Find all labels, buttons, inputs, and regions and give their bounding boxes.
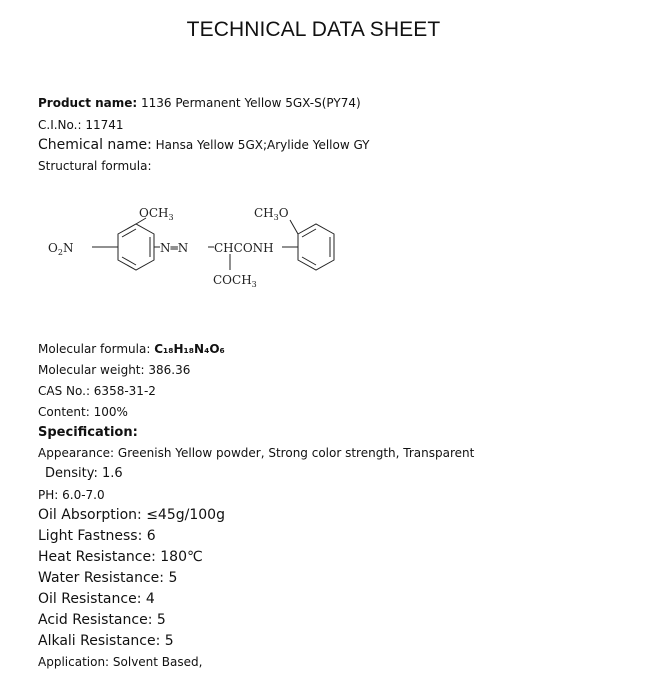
cas-number-label: CAS No.: <box>38 384 90 398</box>
chconh-group-label: CHCONH <box>214 241 274 255</box>
ci-number-value: 11741 <box>81 118 124 132</box>
light-fastness-label: Light Fastness: <box>38 528 143 544</box>
appearance-row <box>38 445 474 461</box>
content-value: 100% <box>89 405 128 419</box>
structural-formula-diagram <box>36 196 356 306</box>
page-title: TECHNICAL DATA SHEET <box>186 18 441 41</box>
application-row <box>38 654 202 670</box>
och3-group-label: $OCH_3$ <box>139 206 174 222</box>
product-name-value: 1136 Permanent Yellow 5GX-S(PY74) <box>137 96 361 110</box>
oil-absorption-label: Oil Absorption: <box>38 507 142 523</box>
heat-resistance-label: Heat Resistance: <box>38 549 156 565</box>
molecular-weight-value: 386.36 <box>144 363 191 377</box>
acid-resistance-value: 5 <box>152 612 166 628</box>
molecular-formula-row <box>38 341 225 357</box>
oil-resistance-row <box>38 590 155 608</box>
ph-label: PH: <box>38 488 59 502</box>
oil-absorption-value: ≤45g/100g <box>141 507 225 523</box>
structural-formula-label: Structural formula: <box>38 159 152 173</box>
density-label: Density: <box>45 466 98 481</box>
left-benzene-ring <box>118 224 154 270</box>
alkali-resistance-label: Alkali Resistance: <box>38 633 161 649</box>
oil-resistance-label: Oil Resistance: <box>38 591 142 607</box>
o2n-group-label: $O_2N$ <box>48 241 74 257</box>
ci-number-label: C.I.No.: <box>38 118 82 132</box>
light-fastness-value: 6 <box>142 528 156 544</box>
density-value: 1.6 <box>97 466 123 481</box>
content-label: Content: <box>38 405 90 419</box>
application-value: Solvent Based, <box>109 655 203 669</box>
oil-absorption-row <box>38 506 225 524</box>
azo-group-label: N═N <box>160 241 189 255</box>
application-label: Application: <box>38 655 110 669</box>
ph-value: 6.0-7.0 <box>58 488 105 502</box>
water-resistance-value: 5 <box>164 570 178 586</box>
ch3o-group-label: $CH_3O$ <box>254 206 289 222</box>
alkali-resistance-value: 5 <box>160 633 174 649</box>
molecular-weight-label: Molecular weight: <box>38 363 145 377</box>
cas-number-row <box>38 383 156 399</box>
acid-resistance-row <box>38 611 166 629</box>
chemical-name-label: Chemical name: <box>38 137 152 153</box>
heat-resistance-value: 180℃ <box>155 549 203 565</box>
specification-heading <box>38 424 138 441</box>
specification-label: Specification: <box>38 425 138 440</box>
appearance-value: Greenish Yellow powder, Strong color strength, Transparent <box>114 446 475 460</box>
product-name-row <box>38 95 361 111</box>
alkali-resistance-row <box>38 632 174 650</box>
chemical-name-row <box>38 137 370 153</box>
acid-resistance-label: Acid Resistance: <box>38 612 153 628</box>
right-benzene-ring <box>298 224 334 270</box>
ci-number-row <box>38 117 124 133</box>
cas-number-value: 6358-31-2 <box>89 384 156 398</box>
density-row <box>45 465 123 482</box>
molecular-formula-label: Molecular formula: <box>38 342 155 356</box>
heat-resistance-row <box>38 548 203 566</box>
content-row <box>38 404 128 420</box>
water-resistance-label: Water Resistance: <box>38 570 164 586</box>
coch3-group-label: $COCH_3$ <box>213 273 257 289</box>
light-fastness-row <box>38 527 156 545</box>
molecular-formula-value: C₁₈H₁₈N₄O₆ <box>154 342 225 356</box>
chemical-name-value: Hansa Yellow 5GX;Arylide Yellow GY <box>151 138 370 152</box>
product-name-label: Product name: <box>38 96 138 110</box>
oil-resistance-value: 4 <box>141 591 155 607</box>
molecular-weight-row <box>38 362 190 378</box>
ph-row <box>38 487 105 503</box>
appearance-label: Appearance: <box>38 446 115 460</box>
water-resistance-row <box>38 569 177 587</box>
